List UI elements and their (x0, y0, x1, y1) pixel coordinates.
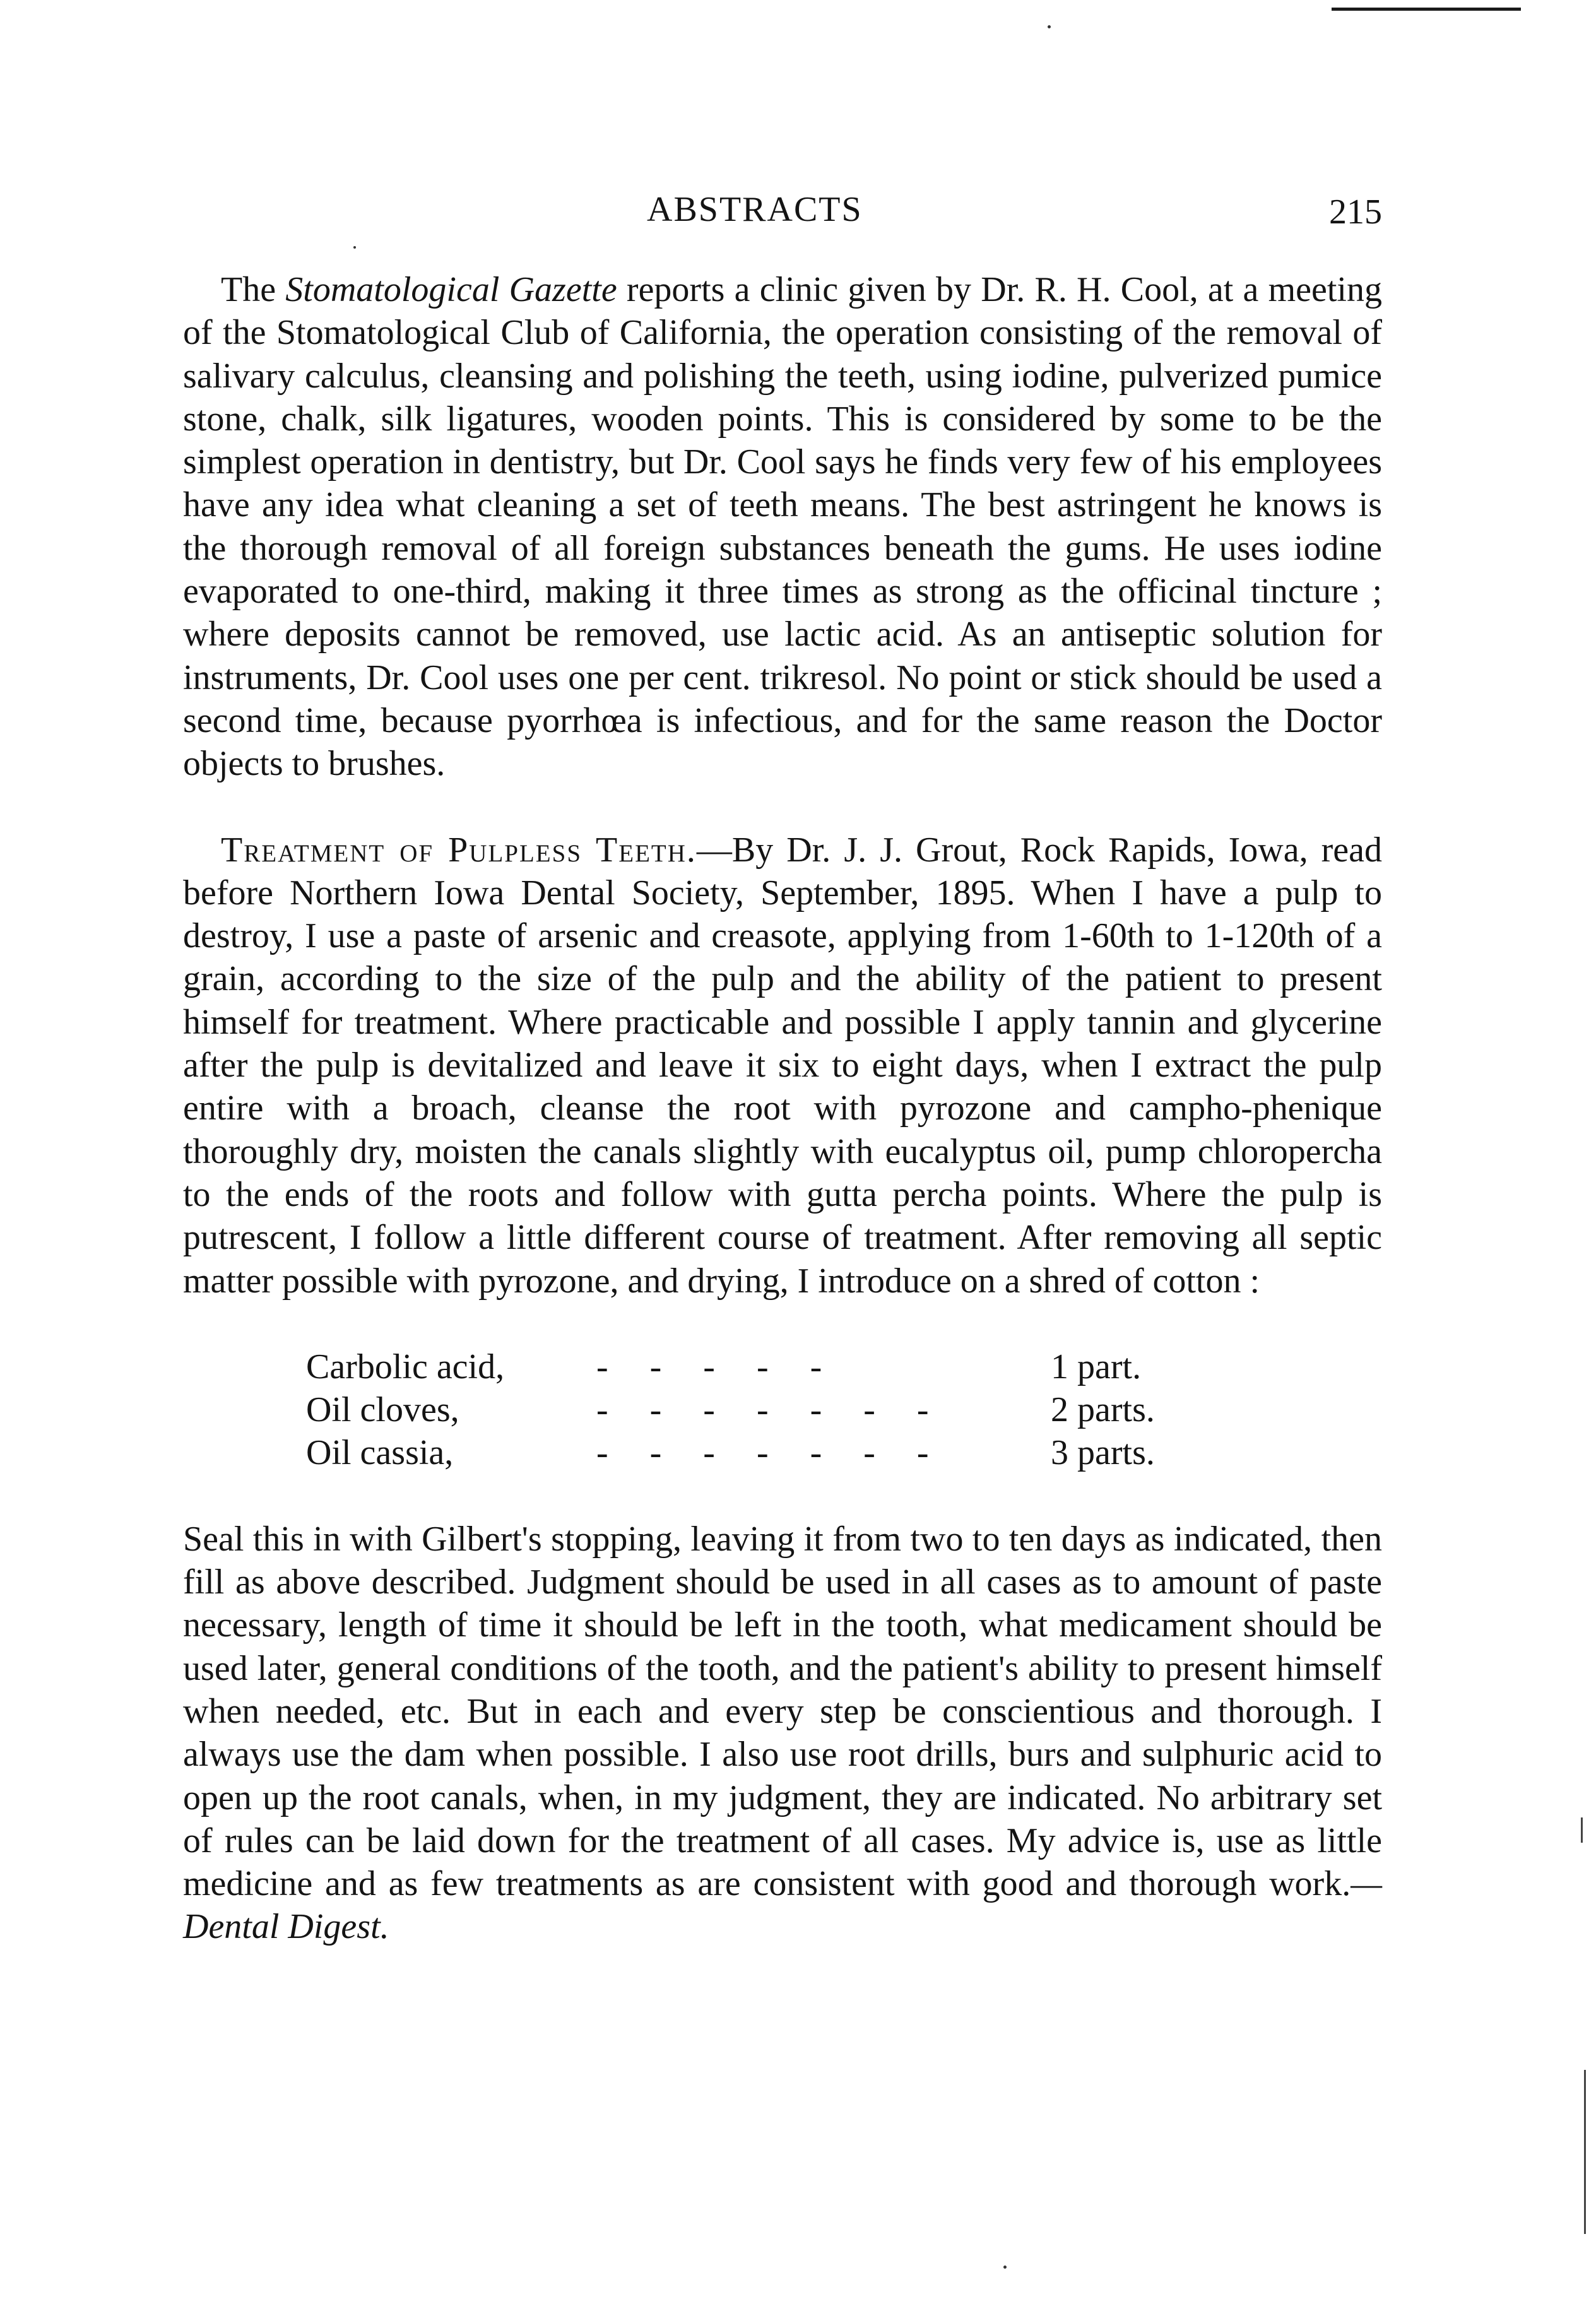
para2-body: —By Dr. J. J. Grout, Rock Rapids, Iowa, read before Northern Iowa Dental Society, September, 1895. When I have a pulp to destroy, I use a paste of arsenic and creasote, applying from 1-60th to 1-120th of a grain, according to the size of the pulp and the ability of the patient to present himself for treatment. Where practicable and possible I apply tannin and glycerine after the pulp is devitalized and leave it six to eight days, when I extract the pulp entire with a broach, cleanse the root with pyrozone and campho-phenique thoroughly dry, moisten the canals slightly with eucalyptus oil, pump chloropercha to the ends of the roots and follow with gutta percha points. Where the pulp is putrescent, I follow a little different course of treatment. After removing all septic matter possible with pyrozone, and drying, I introduce on a shred of cotton : (183, 830, 1382, 1301)
margin-mark (1581, 1817, 1583, 1843)
paragraph-pulpless-teeth (183, 829, 1382, 1303)
article-title: Treatment of Pulpless Teeth. (221, 830, 697, 870)
recipe-leader: - - - - - (596, 1347, 839, 1386)
source-citation: —Dental Digest. (183, 1864, 1382, 1947)
paragraph-sealing (183, 1518, 1382, 1949)
para1-body: reports a clinic given by Dr. R. H. Cool, at a meeting of the Stomatological Club of California, the operation consisting of the removal of salivary calculus, cleansing and polishing the teeth, using iodine, pulverized pumice stone, chalk, silk ligatures, wooden points. This is considered by some to be the simplest operation in dentistry, but Dr. Cool says he finds very few of his employees have any idea what cleaning a set of teeth means. The best astringent he knows is the thorough removal of all foreign substances beneath the gums. He uses iodine evaporated to one-third, making it three times as strong as the officinal tincture ; where deposits cannot be removed, use lactic acid. As an antiseptic solution for instruments, Dr. Cool uses one per cent. trikresol. No point or stick should be used a second time, because pyorrhœa is infectious, and for the same reason the Doctor objects to brushes. (183, 270, 1382, 784)
paragraph-stomatological-gazette (183, 268, 1382, 786)
recipe-quantity: 3 parts. (1051, 1433, 1155, 1473)
speck (1048, 25, 1051, 28)
page-body (183, 268, 1382, 1949)
journal-title: Stomatological Gazette (285, 270, 617, 309)
recipe-row (306, 1388, 1291, 1431)
recipe-quantity: 2 parts. (1051, 1390, 1155, 1430)
margin-mark (1584, 2070, 1586, 2234)
recipe-leader: - - - - - - - (596, 1433, 945, 1473)
para3-body: Seal this in with Gilbert's stopping, leaving it from two to ten days as indicated, then fill as above described. Judgment should be used in all cases as to amount of paste necessary, length of time it should be left in the tooth, what medicament should be used later, general conditions of the tooth, and the patient's ability to present himself when needed, etc. But in each and every step be conscientious and thorough. I always use the dam when possible. I also use root drills, burs and sulphuric acid to open up the root canals, when, in my judgment, they are indicated. No arbitrary set of rules can be laid down for the treatment of all cases. My advice is, use as little medicine and as few treatments as are consistent with good and thorough work. (183, 1519, 1382, 1904)
recipe-ingredient: Oil cloves, (306, 1390, 459, 1430)
recipe-ingredient: Carbolic acid, (306, 1347, 505, 1386)
recipe-row (306, 1345, 1291, 1388)
speck (1003, 2266, 1007, 2269)
recipe-ingredient: Oil cassia, (306, 1433, 454, 1473)
page-number: 215 (1329, 192, 1382, 232)
recipe-row (306, 1431, 1291, 1474)
speck (353, 246, 356, 249)
recipe-leader: - - - - - - - (596, 1390, 945, 1430)
recipe-quantity: 1 part. (1051, 1347, 1142, 1386)
page-header (183, 189, 1382, 240)
running-head: ABSTRACTS (647, 190, 863, 229)
recipe-table (306, 1345, 1291, 1475)
para1-lead: The (221, 270, 286, 309)
top-rule (1332, 8, 1521, 11)
